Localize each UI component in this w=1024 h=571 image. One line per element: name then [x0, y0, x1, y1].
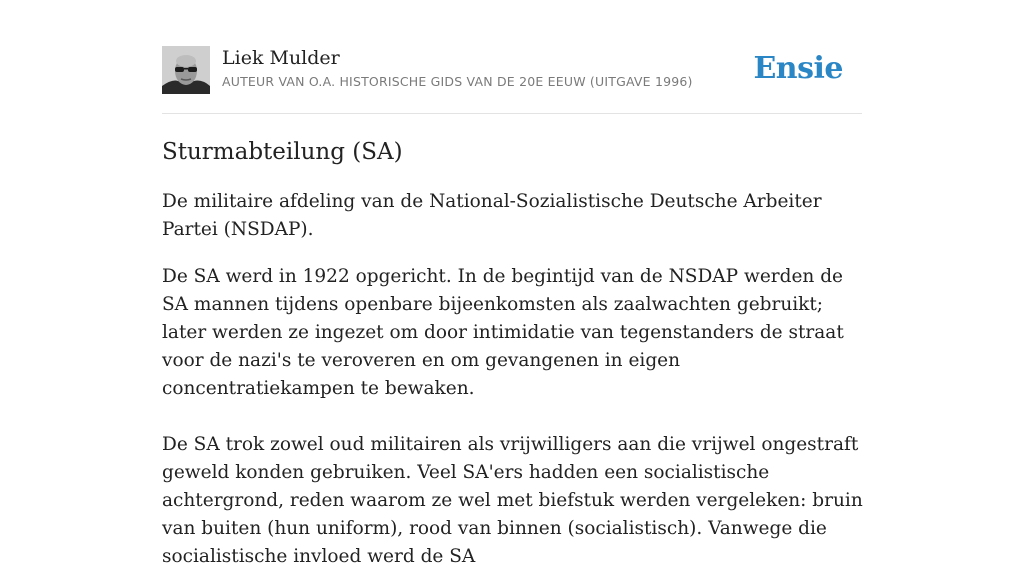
author-header	[162, 46, 862, 96]
article-lead: De militaire afdeling van de National-Sozialistische Deutsche Arbeiter Partei (NSDAP).	[162, 191, 822, 240]
author-avatar[interactable]	[162, 46, 210, 94]
article-paragraph: De SA trok zowel oud militairen als vrijwilligers aan die vrijwel ongestraft geweld konden gebruiken. Veel SA'ers hadden een socialistische achtergrond, reden waarom ze wel met biefstuk werden vergeleken: bruin van buiten (hun uniform), rood van binnen (socialistisch). Vanwege die socialistische invloed werd de SA	[162, 434, 863, 567]
author-subtitle: AUTEUR VAN O.A. HISTORISCHE GIDS VAN DE 20E EEUW (UITGAVE 1996)	[222, 74, 693, 89]
ensie-logo[interactable]: Ensie	[753, 51, 843, 86]
author-avatar-image	[162, 46, 210, 94]
article-paragraph: De SA werd in 1922 opgericht. In de begintijd van de NSDAP werden de SA mannen tijdens openbare bijeenkomsten als zaalwachten gebruikt; later werden ze ingezet om door intimidatie van tegenstanders de straat voor de nazi's te veroveren en om gevangenen in eigen concentratiekampen te bewaken.	[162, 266, 844, 399]
article	[162, 136, 866, 571]
header-divider	[162, 113, 862, 114]
article-title: Sturmabteilung (SA)	[162, 139, 403, 165]
author-name[interactable]: Liek Mulder	[222, 47, 340, 69]
